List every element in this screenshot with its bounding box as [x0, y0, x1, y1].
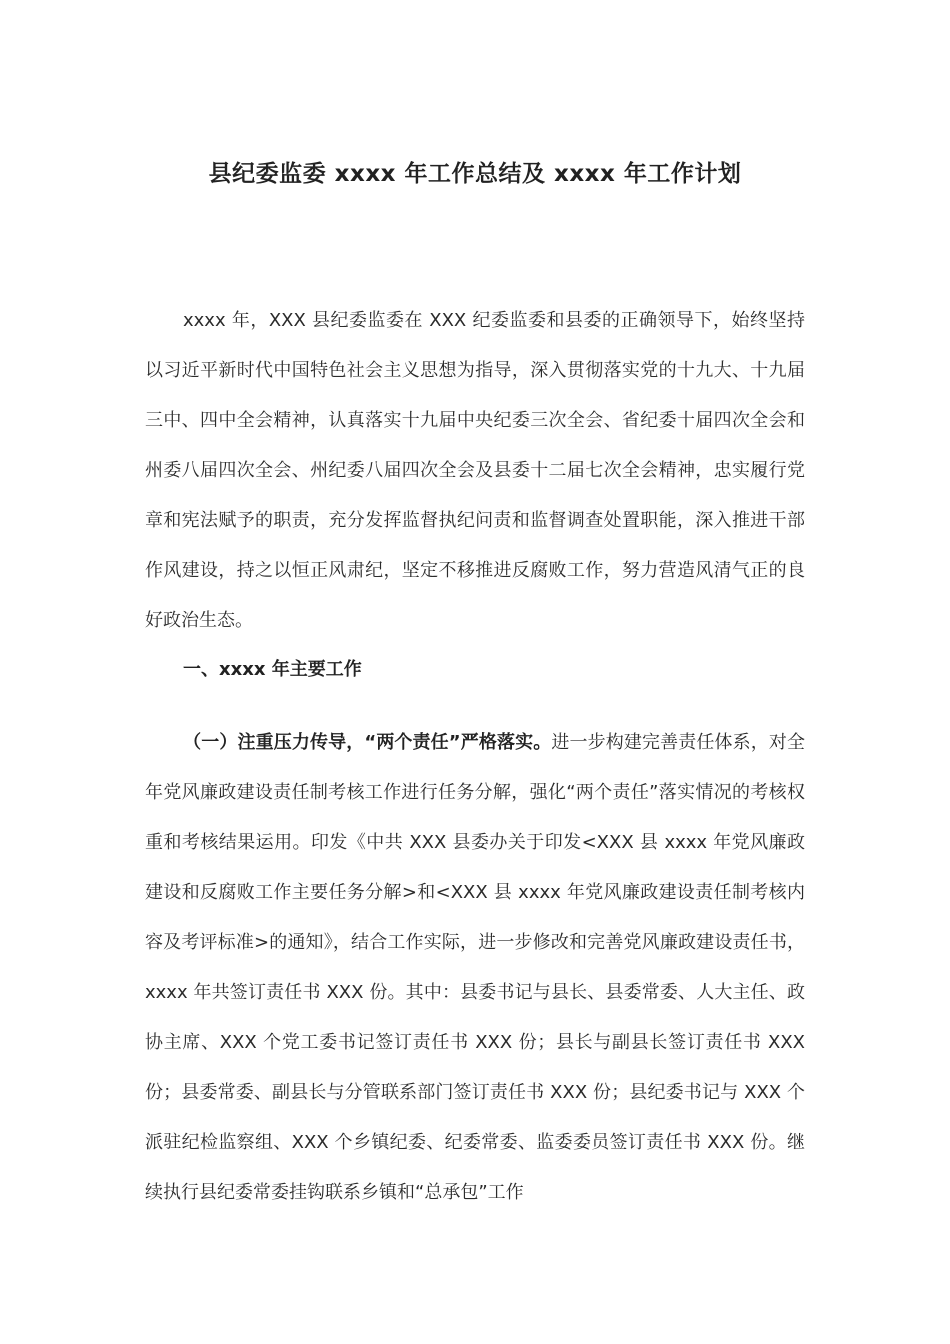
subsection-lead-heading: （一）注重压力传导，“两个责任”严格落实。 — [183, 732, 552, 753]
document-title: 县纪委监委 xxxx 年工作总结及 xxxx 年工作计划 — [208, 161, 742, 187]
subsection-paragraph-1 — [145, 718, 805, 1218]
section-heading-main-work: 一、xxxx 年主要工作 — [183, 659, 362, 680]
intro-paragraph — [145, 296, 805, 646]
subsection-body-text: 进一步构建完善责任体系，对全年党风廉政建设责任制考核工作进行任务分解，强化“两个责任”落实情况的考核权重和考核结果运用。印发《中共 XXX 县委办关于印发<XXX 县 xxxx 年党风廉政建设和反腐败工作主要任务分解>和<XXX 县 xxxx 年党风廉政建设责任制考核内容及考评标准>的通知》，结合工作实际，进一步修改和完善党风廉政建设责任书，xxxx 年共签订责任书 XXX 份。其中：县委书记与县长、县委常委、人大主任、政协主席、XXX 个党工委书记签订责任书 XXX 份；县长与副县长签订责任书 XXX 份；县委常委、副县长与分管联系部门签订责任书 XXX 份；县纪委书记与 XXX 个派驻纪检监察组、XXX 个乡镇纪委、纪委常委、监委委员签订责任书 XXX 份。继续执行县纪委常委挂钩联系乡镇和“总承包”工作 — [145, 732, 805, 1203]
intro-paragraph-text: xxxx 年，XXX 县纪委监委在 XXX 纪委监委和县委的正确领导下，始终坚持以习近平新时代中国特色社会主义思想为指导，深入贯彻落实党的十九大、十九届三中、四中全会精神，认真落实十九届中央纪委三次全会、省纪委十届四次全会和州委八届四次全会、州纪委八届四次全会及县委十二届七次全会精神，忠实履行党章和宪法赋予的职责，充分发挥监督执纪问责和监督调查处置职能，深入推进干部作风建设，持之以恒正风肃纪，坚定不移推进反腐败工作，努力营造风清气正的良好政治生态。 — [145, 310, 805, 631]
